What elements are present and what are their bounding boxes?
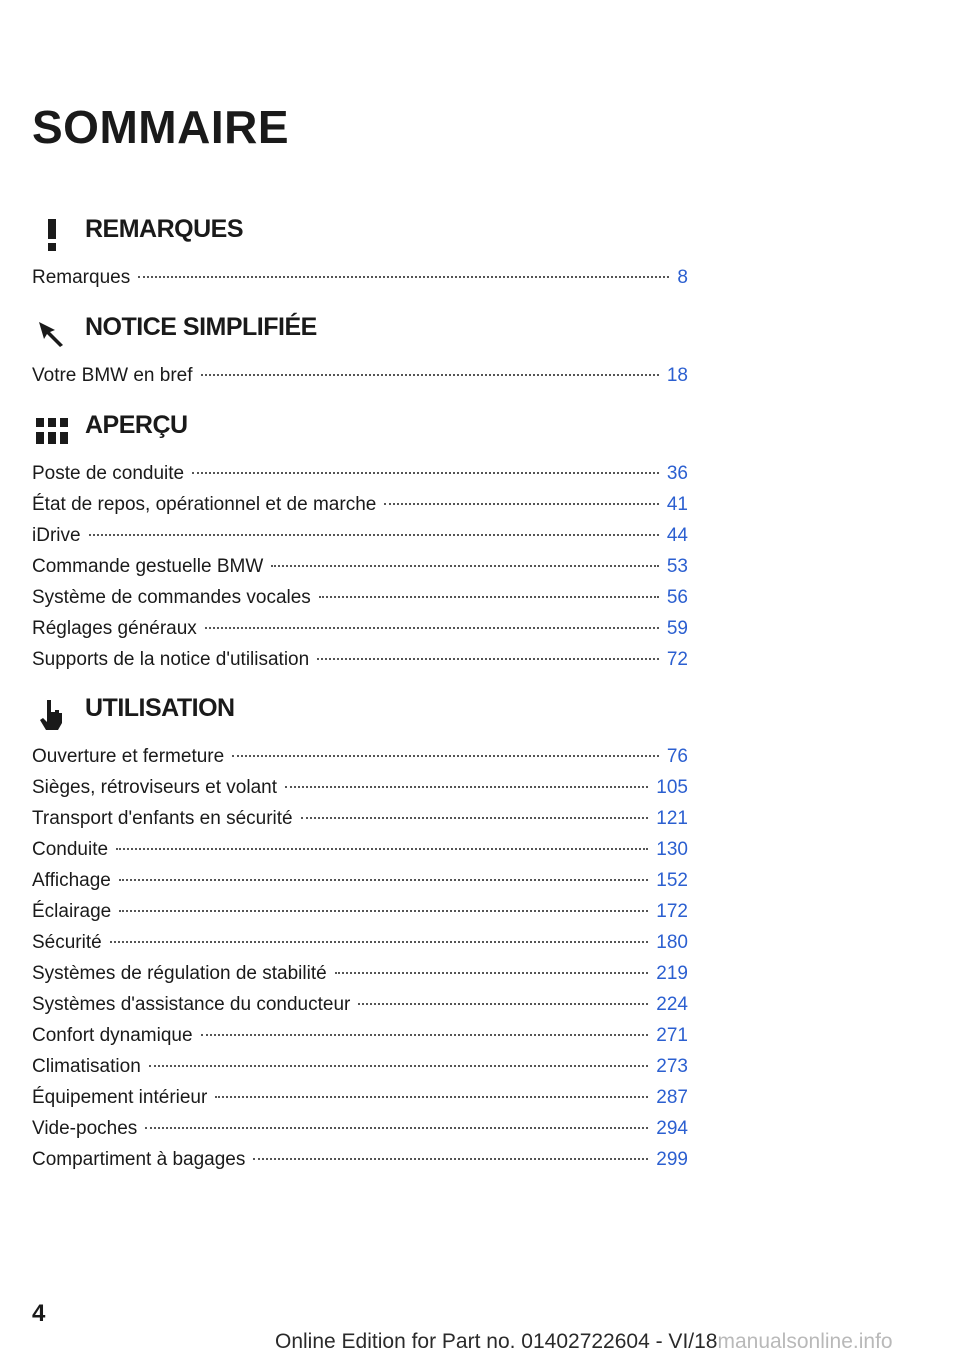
toc-page-link[interactable]: 18 [666,365,688,386]
dot-leader [253,1157,648,1160]
toc-page-link[interactable]: 219 [656,963,688,984]
dot-leader [116,847,648,850]
dot-leader [201,1033,649,1036]
dot-leader [317,657,659,660]
page-title: SOMMAIRE [32,101,289,153]
toc-page-link[interactable]: 56 [666,587,688,608]
toc-page-link[interactable]: 180 [656,932,688,953]
toc-page-link[interactable]: 44 [666,525,688,546]
dot-leader [138,275,669,278]
toc-entry-label: iDrive [32,525,81,546]
toc-entry-label: Remarques [32,267,131,288]
toc-page-link[interactable]: 76 [666,746,688,767]
dot-leader [215,1095,648,1098]
toc-list [32,262,688,293]
toc-entry[interactable] [32,489,688,520]
toc-entry-label: Système de commandes vocales [32,587,311,608]
section-header [32,212,688,256]
toc-entry[interactable] [32,1020,688,1051]
footer [275,1330,893,1354]
dot-leader [201,373,659,376]
toc-entry[interactable] [32,865,688,896]
hand-icon [32,697,72,731]
dot-leader [271,564,659,567]
toc-entry-label: Commande gestuelle BMW [32,556,264,577]
toc-entry-label: Sécurité [32,932,102,953]
toc-page-link[interactable]: 8 [677,267,688,288]
toc-entry-label: Équipement intérieur [32,1087,208,1108]
toc-page-link[interactable]: 172 [656,901,688,922]
dot-leader [319,595,659,598]
dot-leader [384,502,659,505]
toc-entry-label: État de repos, opérationnel et de marche [32,494,377,515]
toc-entry-label: Vide-poches [32,1118,138,1139]
toc-entry[interactable] [32,1051,688,1082]
toc-entry-label: Conduite [32,839,109,860]
toc-page-link[interactable]: 130 [656,839,688,860]
section-utilisation [32,691,688,1175]
toc-entry[interactable] [32,360,688,391]
toc-list [32,360,688,391]
section-remarques [32,212,688,293]
dot-leader [119,878,648,881]
toc-page-link[interactable]: 294 [656,1118,688,1139]
dot-leader [205,626,659,629]
toc-entry-label: Sièges, rétroviseurs et volant [32,777,278,798]
toc-entry[interactable] [32,1082,688,1113]
footer-watermark: manualsonline.info [717,1330,893,1353]
dot-leader [358,1002,648,1005]
toc-list [32,741,688,1175]
toc-entry[interactable] [32,772,688,803]
toc-entry-label: Poste de conduite [32,463,185,484]
toc-entry[interactable] [32,741,688,772]
section-notice-simplifiee [32,310,688,391]
toc-entry[interactable] [32,896,688,927]
dot-leader [149,1064,649,1067]
toc-page-link[interactable]: 53 [666,556,688,577]
exclamation-icon [32,218,72,252]
section-title: UTILISATION [85,694,235,722]
dot-leader [110,940,649,943]
toc-entry[interactable] [32,551,688,582]
toc-entry[interactable] [32,958,688,989]
toc-entry[interactable] [32,520,688,551]
toc-entry[interactable] [32,582,688,613]
toc-entry[interactable] [32,1144,688,1175]
toc-page-link[interactable]: 224 [656,994,688,1015]
toc-entry[interactable] [32,989,688,1020]
toc-entry-label: Systèmes de régulation de stabilité [32,963,327,984]
toc-page-link[interactable]: 41 [666,494,688,515]
toc-page-link[interactable]: 271 [656,1025,688,1046]
toc-entry[interactable] [32,927,688,958]
section-apercu [32,408,688,675]
page-number: 4 [32,1300,46,1327]
toc-entry-label: Affichage [32,870,111,891]
toc-entry-label: Confort dynamique [32,1025,193,1046]
toc-entry[interactable] [32,803,688,834]
toc-entry-label: Votre BMW en bref [32,365,193,386]
toc-page-link[interactable]: 273 [656,1056,688,1077]
pointer-arrow-icon [32,316,72,350]
footer-edition: Online Edition for Part no. 01402722604 - VI/18 [275,1330,718,1353]
toc-entry-label: Ouverture et fermeture [32,746,225,767]
toc-page-link[interactable]: 59 [666,618,688,639]
toc-entry-label: Climatisation [32,1056,141,1077]
section-title: NOTICE SIMPLIFIÉE [85,313,317,341]
dot-leader [119,909,648,912]
toc-entry-label: Réglages généraux [32,618,197,639]
toc-page-link[interactable]: 152 [656,870,688,891]
dot-leader [335,971,649,974]
toc-entry[interactable] [32,262,688,293]
dot-leader [301,816,649,819]
section-title: REMARQUES [85,215,244,243]
toc-entry-label: Compartiment à bagages [32,1149,246,1170]
toc-entry[interactable] [32,644,688,675]
toc-page-link[interactable]: 287 [656,1087,688,1108]
dot-leader [89,533,659,536]
toc-list [32,458,688,675]
toc-page-link[interactable]: 72 [666,649,688,670]
section-title: APERÇU [85,411,188,439]
toc-entry-label: Supports de la notice d'utilisation [32,649,310,670]
toc-page-link[interactable]: 105 [656,777,688,798]
dot-leader [285,785,648,788]
section-header [32,408,688,452]
toc-page-link[interactable]: 121 [656,808,688,829]
dot-leader [232,754,659,757]
toc-entry[interactable] [32,613,688,644]
toc-entry[interactable] [32,1113,688,1144]
section-header [32,310,688,354]
section-header [32,691,688,735]
dot-leader [145,1126,648,1129]
grid-icon [32,414,72,448]
toc-page-link[interactable]: 36 [666,463,688,484]
toc-entry[interactable] [32,458,688,489]
toc-entry[interactable] [32,834,688,865]
dot-leader [192,471,659,474]
toc-entry-label: Éclairage [32,901,112,922]
toc-entry-label: Transport d'enfants en sécurité [32,808,293,829]
toc-entry-label: Systèmes d'assistance du conducteur [32,994,351,1015]
toc-page-link[interactable]: 299 [656,1149,688,1170]
